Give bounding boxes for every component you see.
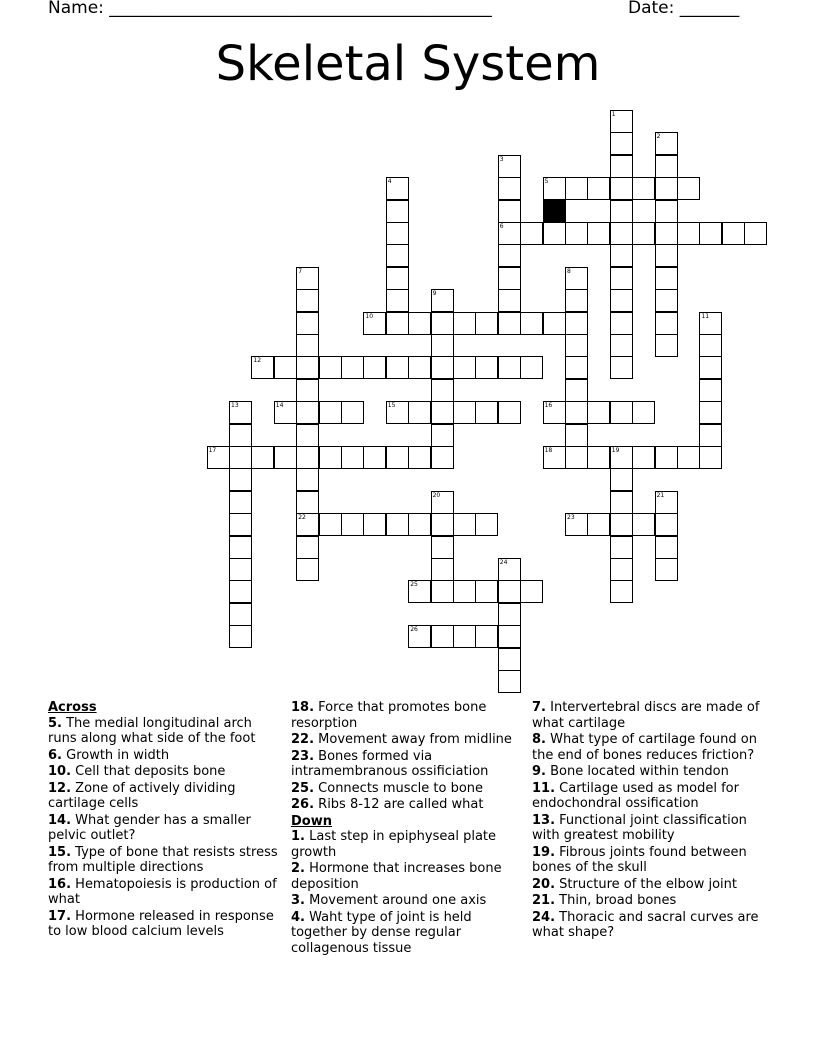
clue-across-25: 25. Connects muscle to bone xyxy=(291,780,484,796)
grid-cell[interactable] xyxy=(610,513,633,536)
grid-cell[interactable] xyxy=(319,356,342,379)
grid-cell[interactable] xyxy=(543,446,566,469)
grid-cell[interactable] xyxy=(699,379,722,402)
grid-cell[interactable] xyxy=(543,401,566,424)
grid-cell[interactable] xyxy=(341,356,364,379)
down-heading: Down xyxy=(291,813,332,829)
grid-cell[interactable] xyxy=(498,200,521,223)
grid-cell[interactable] xyxy=(296,267,319,290)
grid-cell[interactable] xyxy=(431,401,454,424)
grid-cell[interactable] xyxy=(431,513,454,536)
grid-cell[interactable] xyxy=(610,580,633,603)
clue-number-21: 21 xyxy=(656,491,665,499)
grid-cell[interactable] xyxy=(699,401,722,424)
clue-number-16: 16 xyxy=(544,402,553,410)
grid-cell[interactable] xyxy=(655,244,678,267)
black-cell xyxy=(543,200,566,223)
grid-cell[interactable] xyxy=(610,334,633,357)
grid-cell[interactable] xyxy=(475,312,498,335)
grid-cell[interactable] xyxy=(655,334,678,357)
grid-cell[interactable] xyxy=(655,536,678,559)
grid-cell[interactable] xyxy=(408,312,431,335)
grid-cell[interactable] xyxy=(229,491,252,514)
clue-down-3: 3. Movement around one axis xyxy=(291,893,487,908)
grid-cell[interactable] xyxy=(632,446,655,469)
grid-cell[interactable] xyxy=(610,289,633,312)
grid-cell[interactable] xyxy=(565,513,588,536)
grid-cell[interactable] xyxy=(498,648,521,671)
clue-down-11: 11. Cartilage used as model for endochondral ossification xyxy=(532,780,739,811)
grid-cell[interactable] xyxy=(363,312,386,335)
grid-cell[interactable] xyxy=(655,200,678,223)
grid-cell[interactable] xyxy=(610,222,633,245)
grid-cell[interactable] xyxy=(677,222,700,245)
grid-cell[interactable] xyxy=(699,222,722,245)
grid-cell[interactable] xyxy=(296,558,319,581)
clue-down-8: 8. What type of cartilage found on the end of bones reduces friction? xyxy=(532,732,757,763)
grid-cell[interactable] xyxy=(274,401,297,424)
grid-cell[interactable] xyxy=(408,580,431,603)
grid-cell[interactable] xyxy=(610,155,633,178)
grid-cell[interactable] xyxy=(565,177,588,200)
grid-cell[interactable] xyxy=(341,513,364,536)
grid-cell[interactable] xyxy=(296,513,319,536)
clue-across-6: 6. Growth in width xyxy=(48,747,170,763)
grid-cell[interactable] xyxy=(498,177,521,200)
clue-number-10: 10 xyxy=(365,312,374,320)
grid-cell[interactable] xyxy=(565,267,588,290)
grid-cell[interactable] xyxy=(677,177,700,200)
grid-cell[interactable] xyxy=(610,132,633,155)
grid-cell[interactable] xyxy=(498,289,521,312)
grid-cell[interactable] xyxy=(408,625,431,648)
grid-cell[interactable] xyxy=(386,312,409,335)
grid-cell[interactable] xyxy=(296,379,319,402)
grid-cell[interactable] xyxy=(274,356,297,379)
name-line[interactable]: Name: _____________________________________________ xyxy=(48,0,492,18)
grid-cell[interactable] xyxy=(296,401,319,424)
grid-cell[interactable] xyxy=(386,446,409,469)
grid-cell[interactable] xyxy=(408,401,431,424)
grid-cell[interactable] xyxy=(431,558,454,581)
grid-cell[interactable] xyxy=(229,625,252,648)
grid-cell[interactable] xyxy=(565,379,588,402)
grid-cell[interactable] xyxy=(453,356,476,379)
clue-number-4: 4 xyxy=(387,178,392,186)
grid-cell[interactable] xyxy=(408,513,431,536)
grid-cell[interactable] xyxy=(699,312,722,335)
clue-across-18: 18. Force that promotes bone resorption xyxy=(291,700,487,731)
clue-across-14: 14. What gender has a smaller pelvic outlet? xyxy=(48,812,251,843)
grid-cell[interactable] xyxy=(229,468,252,491)
clue-number-13: 13 xyxy=(231,402,239,410)
grid-cell[interactable] xyxy=(431,289,454,312)
grid-cell[interactable] xyxy=(610,401,633,424)
grid-cell[interactable] xyxy=(453,580,476,603)
grid-cell[interactable] xyxy=(453,513,476,536)
grid-cell[interactable] xyxy=(319,401,342,424)
grid-cell[interactable] xyxy=(296,536,319,559)
grid-cell[interactable] xyxy=(498,558,521,581)
clue-across-15: 15. Type of bone that resists stress from multiple directions xyxy=(48,844,278,875)
clue-across-16: 16. Hematopoiesis is production of what xyxy=(48,876,277,907)
clue-number-1: 1 xyxy=(611,111,616,118)
grid-cell[interactable] xyxy=(498,267,521,290)
clue-number-2: 2 xyxy=(656,133,661,141)
grid-cell[interactable] xyxy=(251,446,274,469)
grid-cell[interactable] xyxy=(587,177,610,200)
grid-cell[interactable] xyxy=(632,401,655,424)
grid-cell[interactable] xyxy=(655,558,678,581)
grid-cell[interactable] xyxy=(386,513,409,536)
grid-cell[interactable] xyxy=(722,222,745,245)
grid-cell[interactable] xyxy=(587,513,610,536)
clue-number-23: 23 xyxy=(567,514,575,522)
grid-cell[interactable] xyxy=(363,446,386,469)
clue-number-6: 6 xyxy=(499,223,504,230)
grid-cell[interactable] xyxy=(655,155,678,178)
grid-cell[interactable] xyxy=(475,513,498,536)
grid-cell[interactable] xyxy=(229,446,252,469)
grid-cell[interactable] xyxy=(632,222,655,245)
grid-cell[interactable] xyxy=(386,289,409,312)
grid-cell[interactable] xyxy=(431,356,454,379)
clue-down-4: 4. Waht type of joint is held together by dense regular collagenous tissue xyxy=(291,909,472,956)
clue-number-5: 5 xyxy=(544,178,549,186)
grid-cell[interactable] xyxy=(229,536,252,559)
grid-cell[interactable] xyxy=(431,446,454,469)
clue-number-9: 9 xyxy=(432,290,437,298)
grid-cell[interactable] xyxy=(498,670,521,693)
clue-down-7: 7. Intervertebral discs are made of what cartilage xyxy=(532,700,760,731)
clues-column-2 xyxy=(291,700,523,957)
grid-cell[interactable] xyxy=(453,625,476,648)
clue-number-26: 26 xyxy=(410,626,418,634)
clue-number-22: 22 xyxy=(298,514,306,522)
grid-cell[interactable] xyxy=(431,580,454,603)
grid-cell[interactable] xyxy=(207,446,230,469)
grid-cell[interactable] xyxy=(296,468,319,491)
grid-cell[interactable] xyxy=(498,603,521,626)
clue-number-18: 18 xyxy=(544,447,553,454)
grid-cell[interactable] xyxy=(610,244,633,267)
clue-number-8: 8 xyxy=(567,267,571,275)
grid-cell[interactable] xyxy=(386,200,409,223)
clue-down-1: 1. Last step in epiphyseal plate growth xyxy=(291,829,497,860)
grid-cell[interactable] xyxy=(520,580,543,603)
grid-cell[interactable] xyxy=(475,356,498,379)
grid-cell[interactable] xyxy=(699,356,722,379)
grid-cell[interactable] xyxy=(565,312,588,335)
grid-cell[interactable] xyxy=(610,536,633,559)
grid-cell[interactable] xyxy=(610,267,633,290)
grid-cell[interactable] xyxy=(229,513,252,536)
grid-cell[interactable] xyxy=(655,222,678,245)
clue-across-5: 5. The medial longitudinal arch runs along what side of the foot xyxy=(48,715,256,746)
grid-cell[interactable] xyxy=(341,401,364,424)
clue-across-23: 23. Bones formed via intramembranous ossificiation xyxy=(291,748,489,779)
grid-cell[interactable] xyxy=(543,222,566,245)
clue-number-25: 25 xyxy=(410,581,418,589)
grid-cell[interactable] xyxy=(520,312,543,335)
grid-cell[interactable] xyxy=(610,312,633,335)
grid-cell[interactable] xyxy=(251,356,274,379)
grid-cell[interactable] xyxy=(386,356,409,379)
grid-cell[interactable] xyxy=(386,222,409,245)
clue-across-17: 17. Hormone released in response to low blood calcium levels xyxy=(48,908,274,939)
grid-cell[interactable] xyxy=(655,513,678,536)
grid-cell[interactable] xyxy=(587,401,610,424)
grid-cell[interactable] xyxy=(498,580,521,603)
grid-cell[interactable] xyxy=(498,155,521,178)
grid-cell[interactable] xyxy=(610,177,633,200)
grid-cell[interactable] xyxy=(319,446,342,469)
grid-cell[interactable] xyxy=(520,222,543,245)
date-line[interactable]: Date: _______ xyxy=(628,0,740,18)
clue-number-24: 24 xyxy=(499,559,508,566)
clues-column-1 xyxy=(48,700,280,941)
grid-cell[interactable] xyxy=(274,446,297,469)
grid-cell[interactable] xyxy=(498,244,521,267)
grid-cell[interactable] xyxy=(699,446,722,469)
grid-cell[interactable] xyxy=(229,580,252,603)
clue-across-22: 22. Movement away from midline xyxy=(291,732,512,747)
grid-cell[interactable] xyxy=(632,513,655,536)
grid-cell[interactable] xyxy=(565,334,588,357)
clue-down-2: 2. Hormone that increases bone deposition xyxy=(291,861,502,892)
grid-cell[interactable] xyxy=(655,446,678,469)
grid-cell[interactable] xyxy=(744,222,767,245)
grid-cell[interactable] xyxy=(363,356,386,379)
clue-down-19: 19. Fibrous joints found between bones of the skull xyxy=(532,844,747,875)
grid-cell[interactable] xyxy=(229,401,252,424)
grid-cell[interactable] xyxy=(431,312,454,335)
grid-cell[interactable] xyxy=(386,244,409,267)
grid-cell[interactable] xyxy=(408,356,431,379)
grid-cell[interactable] xyxy=(431,424,454,447)
clue-across-10: 10. Cell that deposits bone xyxy=(48,764,226,779)
page-title: Skeletal System xyxy=(215,36,601,92)
grid-cell[interactable] xyxy=(475,625,498,648)
grid-cell[interactable] xyxy=(296,356,319,379)
clue-number-3: 3 xyxy=(499,155,504,163)
grid-cell[interactable] xyxy=(587,222,610,245)
grid-cell[interactable] xyxy=(565,289,588,312)
clues-column-3 xyxy=(532,700,772,942)
grid-cell[interactable] xyxy=(498,625,521,648)
grid-cell[interactable] xyxy=(229,558,252,581)
grid-cell[interactable] xyxy=(431,334,454,357)
grid-cell[interactable] xyxy=(655,491,678,514)
grid-cell[interactable] xyxy=(386,267,409,290)
grid-cell[interactable] xyxy=(565,424,588,447)
clue-down-24: 24. Thoracic and sacral curves are what shape? xyxy=(532,909,759,940)
clue-number-19: 19 xyxy=(611,447,620,454)
grid-cell[interactable] xyxy=(475,580,498,603)
clue-down-13: 13. Functional joint classification with greatest mobility xyxy=(532,812,747,843)
clue-across-26: 26. Ribs 8-12 are called what xyxy=(291,797,484,812)
grid-cell[interactable] xyxy=(520,356,543,379)
grid-cell[interactable] xyxy=(610,356,633,379)
grid-cell[interactable] xyxy=(386,401,409,424)
grid-cell[interactable] xyxy=(475,401,498,424)
grid-cell[interactable] xyxy=(498,222,521,245)
grid-cell[interactable] xyxy=(341,446,364,469)
grid-cell[interactable] xyxy=(453,312,476,335)
grid-cell[interactable] xyxy=(610,468,633,491)
grid-cell[interactable] xyxy=(498,356,521,379)
grid-cell[interactable] xyxy=(565,446,588,469)
grid-cell[interactable] xyxy=(610,446,633,469)
clue-number-14: 14 xyxy=(275,402,284,410)
grid-cell[interactable] xyxy=(296,289,319,312)
grid-cell[interactable] xyxy=(655,177,678,200)
grid-cell[interactable] xyxy=(610,558,633,581)
grid-cell[interactable] xyxy=(565,356,588,379)
grid-cell[interactable] xyxy=(296,334,319,357)
grid-cell[interactable] xyxy=(699,424,722,447)
grid-cell[interactable] xyxy=(296,446,319,469)
grid-cell[interactable] xyxy=(296,312,319,335)
grid-cell[interactable] xyxy=(610,200,633,223)
clue-down-21: 21. Thin, broad bones xyxy=(532,893,677,908)
grid-cell[interactable] xyxy=(655,267,678,290)
grid-cell[interactable] xyxy=(431,491,454,514)
across-heading: Across xyxy=(48,700,97,715)
grid-cell[interactable] xyxy=(296,491,319,514)
grid-cell[interactable] xyxy=(677,446,700,469)
grid-cell[interactable] xyxy=(610,110,633,133)
grid-cell[interactable] xyxy=(543,312,566,335)
clue-number-7: 7 xyxy=(298,267,303,275)
grid-cell[interactable] xyxy=(229,603,252,626)
grid-cell[interactable] xyxy=(655,312,678,335)
clue-down-20: 20. Structure of the elbow joint xyxy=(532,876,737,892)
clue-number-17: 17 xyxy=(208,447,217,454)
clue-across-12: 12. Zone of actively dividing cartilage cells xyxy=(48,780,236,811)
grid-cell[interactable] xyxy=(431,625,454,648)
grid-cell[interactable] xyxy=(229,424,252,447)
clue-number-12: 12 xyxy=(253,357,262,365)
clue-number-15: 15 xyxy=(387,402,396,410)
clue-number-20: 20 xyxy=(432,491,441,499)
grid-cell[interactable] xyxy=(408,446,431,469)
grid-cell[interactable] xyxy=(453,401,476,424)
grid-cell[interactable] xyxy=(587,446,610,469)
grid-cell[interactable] xyxy=(386,177,409,200)
grid-cell[interactable] xyxy=(655,289,678,312)
grid-cell[interactable] xyxy=(655,132,678,155)
grid-cell[interactable] xyxy=(565,222,588,245)
grid-cell[interactable] xyxy=(498,401,521,424)
clue-down-9: 9. Bone located within tendon xyxy=(532,764,729,779)
grid-cell[interactable] xyxy=(319,513,342,536)
grid-cell[interactable] xyxy=(699,334,722,357)
grid-cell[interactable] xyxy=(498,312,521,335)
grid-cell[interactable] xyxy=(543,177,566,200)
grid-cell[interactable] xyxy=(610,491,633,514)
grid-cell[interactable] xyxy=(431,536,454,559)
grid-cell[interactable] xyxy=(565,401,588,424)
grid-cell[interactable] xyxy=(296,424,319,447)
grid-cell[interactable] xyxy=(632,177,655,200)
grid-cell[interactable] xyxy=(431,379,454,402)
clue-number-11: 11 xyxy=(701,312,710,320)
grid-cell[interactable] xyxy=(363,513,386,536)
